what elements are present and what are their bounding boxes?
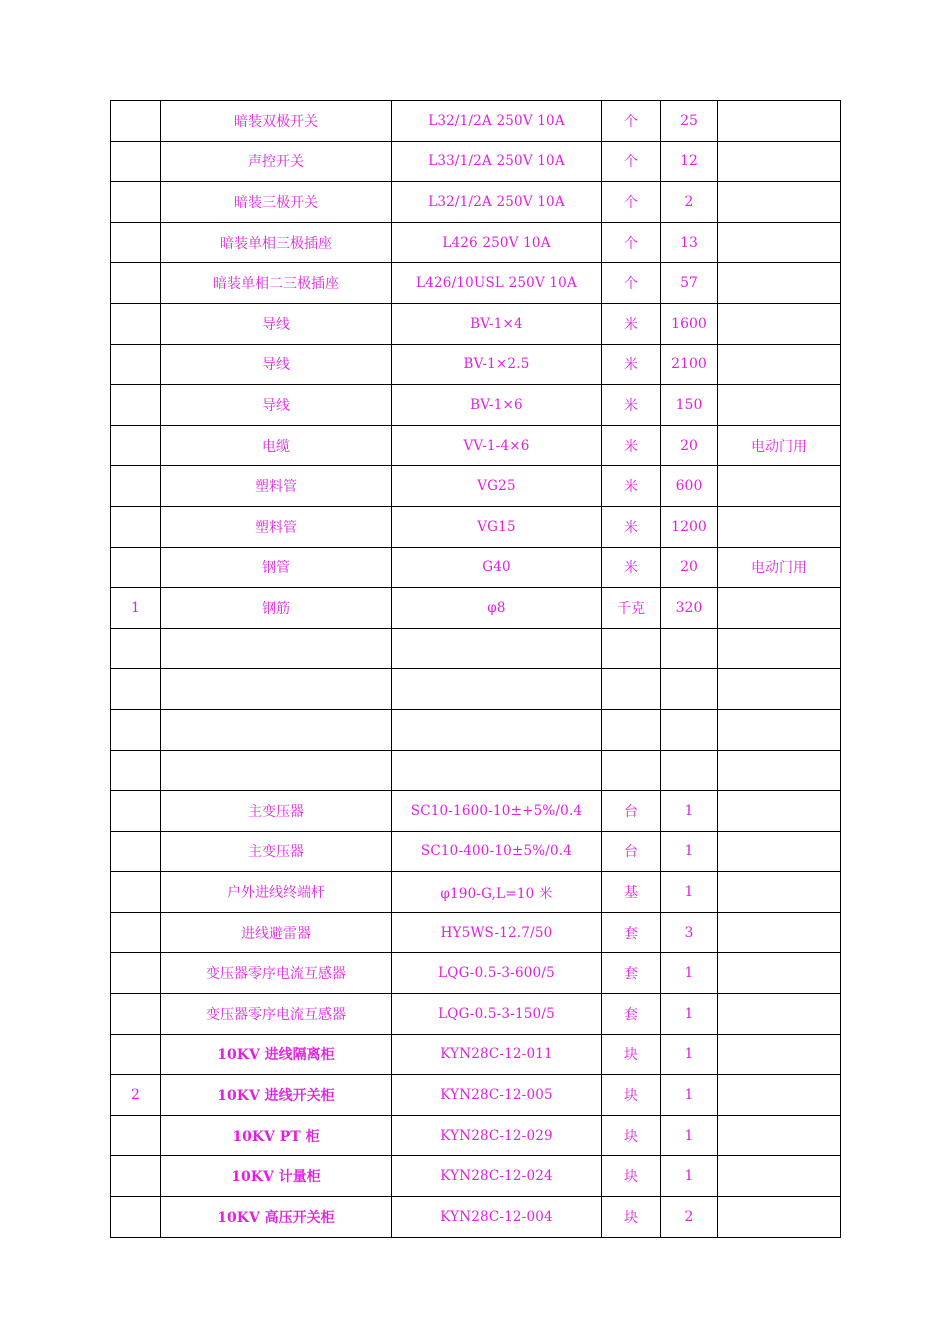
materials-table (110, 100, 841, 1238)
item-name-cell (161, 628, 392, 669)
spec-cell: φ8 (392, 588, 602, 629)
item-name-cell: 暗装单相二三极插座 (161, 263, 392, 304)
row-index-cell: 2 (111, 1075, 161, 1116)
row-index-cell (111, 750, 161, 791)
table-row (111, 628, 841, 669)
item-name-cell: 声控开关 (161, 141, 392, 182)
unit-cell: 基 (602, 872, 661, 913)
table-row (111, 385, 841, 426)
unit-cell: 米 (602, 344, 661, 385)
row-index-cell (111, 831, 161, 872)
quantity-cell (661, 709, 718, 750)
quantity-cell: 2 (661, 182, 718, 223)
row-index-cell (111, 1115, 161, 1156)
item-name-cell: 10KV 进线隔离柜 (161, 1034, 392, 1075)
note-cell (718, 182, 841, 223)
item-name-cell: 变压器零序电流互感器 (161, 953, 392, 994)
quantity-cell: 1200 (661, 506, 718, 547)
spec-cell: SC10-400-10±5%/0.4 (392, 831, 602, 872)
table-row (111, 303, 841, 344)
item-name-cell (161, 709, 392, 750)
note-cell (718, 263, 841, 304)
quantity-cell: 150 (661, 385, 718, 426)
note-cell (718, 385, 841, 426)
item-name-cell: 塑料管 (161, 466, 392, 507)
row-index-cell (111, 263, 161, 304)
table-row (111, 466, 841, 507)
spec-cell: VG25 (392, 466, 602, 507)
note-cell (718, 628, 841, 669)
spec-cell: BV-1×2.5 (392, 344, 602, 385)
item-name-cell: 暗装双极开关 (161, 101, 392, 142)
unit-cell: 米 (602, 385, 661, 426)
row-index-cell (111, 385, 161, 426)
unit-cell (602, 669, 661, 710)
quantity-cell (661, 750, 718, 791)
table-row (111, 709, 841, 750)
unit-cell: 个 (602, 141, 661, 182)
item-name-cell: 钢管 (161, 547, 392, 588)
table-row (111, 222, 841, 263)
spec-cell (392, 628, 602, 669)
note-cell (718, 588, 841, 629)
row-index-cell (111, 425, 161, 466)
table-row (111, 182, 841, 223)
table-row (111, 1115, 841, 1156)
row-index-cell: 1 (111, 588, 161, 629)
spec-cell: LQG-0.5-3-150/5 (392, 994, 602, 1035)
row-index-cell (111, 872, 161, 913)
unit-cell: 块 (602, 1115, 661, 1156)
note-cell (718, 872, 841, 913)
note-cell (718, 669, 841, 710)
unit-cell: 台 (602, 831, 661, 872)
unit-cell: 块 (602, 1156, 661, 1197)
table-row (111, 750, 841, 791)
row-index-cell (111, 953, 161, 994)
quantity-cell: 1 (661, 1115, 718, 1156)
spec-cell: BV-1×4 (392, 303, 602, 344)
quantity-cell: 1 (661, 1034, 718, 1075)
unit-cell: 米 (602, 425, 661, 466)
table-row (111, 588, 841, 629)
row-index-cell (111, 1156, 161, 1197)
quantity-cell (661, 628, 718, 669)
quantity-cell: 13 (661, 222, 718, 263)
note-cell: 电动门用 (718, 547, 841, 588)
row-index-cell (111, 141, 161, 182)
note-cell (718, 222, 841, 263)
quantity-cell: 1 (661, 994, 718, 1035)
table-row (111, 872, 841, 913)
table-row (111, 1075, 841, 1116)
unit-cell: 套 (602, 994, 661, 1035)
materials-table-body (111, 101, 841, 1238)
table-row (111, 263, 841, 304)
table-row (111, 1197, 841, 1238)
note-cell (718, 912, 841, 953)
quantity-cell: 2 (661, 1197, 718, 1238)
note-cell (718, 1156, 841, 1197)
row-index-cell (111, 344, 161, 385)
spec-cell: L426/10USL 250V 10A (392, 263, 602, 304)
unit-cell: 米 (602, 303, 661, 344)
item-name-cell: 主变压器 (161, 831, 392, 872)
table-row (111, 831, 841, 872)
note-cell (718, 1075, 841, 1116)
table-row (111, 953, 841, 994)
unit-cell: 米 (602, 547, 661, 588)
item-name-cell (161, 669, 392, 710)
item-name-cell: 主变压器 (161, 791, 392, 832)
item-name-cell: 导线 (161, 344, 392, 385)
spec-cell: VG15 (392, 506, 602, 547)
spec-cell: LQG-0.5-3-600/5 (392, 953, 602, 994)
spec-cell (392, 669, 602, 710)
unit-cell: 个 (602, 263, 661, 304)
spec-cell: HY5WS-12.7/50 (392, 912, 602, 953)
item-name-cell: 10KV 计量柜 (161, 1156, 392, 1197)
row-index-cell (111, 303, 161, 344)
row-index-cell (111, 912, 161, 953)
spec-cell: φ190-G,L=10 米 (392, 872, 602, 913)
table-row (111, 547, 841, 588)
unit-cell: 个 (602, 222, 661, 263)
note-cell (718, 303, 841, 344)
quantity-cell: 20 (661, 425, 718, 466)
unit-cell: 台 (602, 791, 661, 832)
row-index-cell (111, 994, 161, 1035)
unit-cell: 个 (602, 182, 661, 223)
note-cell (718, 466, 841, 507)
unit-cell: 块 (602, 1034, 661, 1075)
item-name-cell: 塑料管 (161, 506, 392, 547)
table-row (111, 141, 841, 182)
quantity-cell: 1 (661, 1075, 718, 1116)
item-name-cell: 暗装单相三极插座 (161, 222, 392, 263)
table-row (111, 994, 841, 1035)
table-row (111, 1156, 841, 1197)
quantity-cell: 600 (661, 466, 718, 507)
row-index-cell (111, 669, 161, 710)
item-name-cell: 导线 (161, 303, 392, 344)
row-index-cell (111, 628, 161, 669)
unit-cell (602, 628, 661, 669)
table-row (111, 101, 841, 142)
unit-cell: 块 (602, 1075, 661, 1116)
row-index-cell (111, 506, 161, 547)
spec-cell: KYN28C-12-005 (392, 1075, 602, 1116)
quantity-cell: 20 (661, 547, 718, 588)
row-index-cell (111, 101, 161, 142)
note-cell (718, 1034, 841, 1075)
quantity-cell: 3 (661, 912, 718, 953)
row-index-cell (111, 222, 161, 263)
spec-cell: VV-1-4×6 (392, 425, 602, 466)
note-cell (718, 831, 841, 872)
item-name-cell: 钢筋 (161, 588, 392, 629)
spec-cell: L33/1/2A 250V 10A (392, 141, 602, 182)
spec-cell (392, 750, 602, 791)
unit-cell: 套 (602, 912, 661, 953)
quantity-cell: 1 (661, 953, 718, 994)
spec-cell: L32/1/2A 250V 10A (392, 101, 602, 142)
row-index-cell (111, 1034, 161, 1075)
unit-cell: 米 (602, 466, 661, 507)
table-row (111, 1034, 841, 1075)
unit-cell (602, 750, 661, 791)
table-row (111, 344, 841, 385)
note-cell (718, 750, 841, 791)
row-index-cell (111, 182, 161, 223)
unit-cell: 块 (602, 1197, 661, 1238)
row-index-cell (111, 466, 161, 507)
note-cell (718, 1197, 841, 1238)
quantity-cell: 1 (661, 791, 718, 832)
note-cell: 电动门用 (718, 425, 841, 466)
note-cell (718, 344, 841, 385)
table-row (111, 506, 841, 547)
table-row (111, 912, 841, 953)
quantity-cell: 1 (661, 1156, 718, 1197)
note-cell (718, 994, 841, 1035)
quantity-cell: 57 (661, 263, 718, 304)
item-name-cell (161, 750, 392, 791)
unit-cell: 个 (602, 101, 661, 142)
item-name-cell: 暗装三极开关 (161, 182, 392, 223)
row-index-cell (111, 791, 161, 832)
note-cell (718, 709, 841, 750)
item-name-cell: 进线避雷器 (161, 912, 392, 953)
quantity-cell: 12 (661, 141, 718, 182)
spec-cell: KYN28C-12-029 (392, 1115, 602, 1156)
note-cell (718, 506, 841, 547)
item-name-cell: 导线 (161, 385, 392, 426)
quantity-cell: 1600 (661, 303, 718, 344)
row-index-cell (111, 709, 161, 750)
table-row (111, 791, 841, 832)
unit-cell (602, 709, 661, 750)
table-row (111, 669, 841, 710)
quantity-cell (661, 669, 718, 710)
quantity-cell: 1 (661, 831, 718, 872)
quantity-cell: 320 (661, 588, 718, 629)
spec-cell: KYN28C-12-011 (392, 1034, 602, 1075)
row-index-cell (111, 547, 161, 588)
table-row (111, 425, 841, 466)
item-name-cell: 电缆 (161, 425, 392, 466)
item-name-cell: 10KV PT 柜 (161, 1115, 392, 1156)
unit-cell: 千克 (602, 588, 661, 629)
unit-cell: 米 (602, 506, 661, 547)
item-name-cell: 户外进线终端杆 (161, 872, 392, 913)
row-index-cell (111, 1197, 161, 1238)
quantity-cell: 2100 (661, 344, 718, 385)
spec-cell: BV-1×6 (392, 385, 602, 426)
note-cell (718, 1115, 841, 1156)
spec-cell (392, 709, 602, 750)
note-cell (718, 101, 841, 142)
spec-cell: KYN28C-12-004 (392, 1197, 602, 1238)
spec-cell: SC10-1600-10±+5%/0.4 (392, 791, 602, 832)
spec-cell: L426 250V 10A (392, 222, 602, 263)
item-name-cell: 变压器零序电流互感器 (161, 994, 392, 1035)
note-cell (718, 953, 841, 994)
spec-cell: G40 (392, 547, 602, 588)
note-cell (718, 141, 841, 182)
quantity-cell: 1 (661, 872, 718, 913)
unit-cell: 套 (602, 953, 661, 994)
quantity-cell: 25 (661, 101, 718, 142)
item-name-cell: 10KV 进线开关柜 (161, 1075, 392, 1116)
spec-cell: L32/1/2A 250V 10A (392, 182, 602, 223)
note-cell (718, 791, 841, 832)
spec-cell: KYN28C-12-024 (392, 1156, 602, 1197)
item-name-cell: 10KV 高压开关柜 (161, 1197, 392, 1238)
